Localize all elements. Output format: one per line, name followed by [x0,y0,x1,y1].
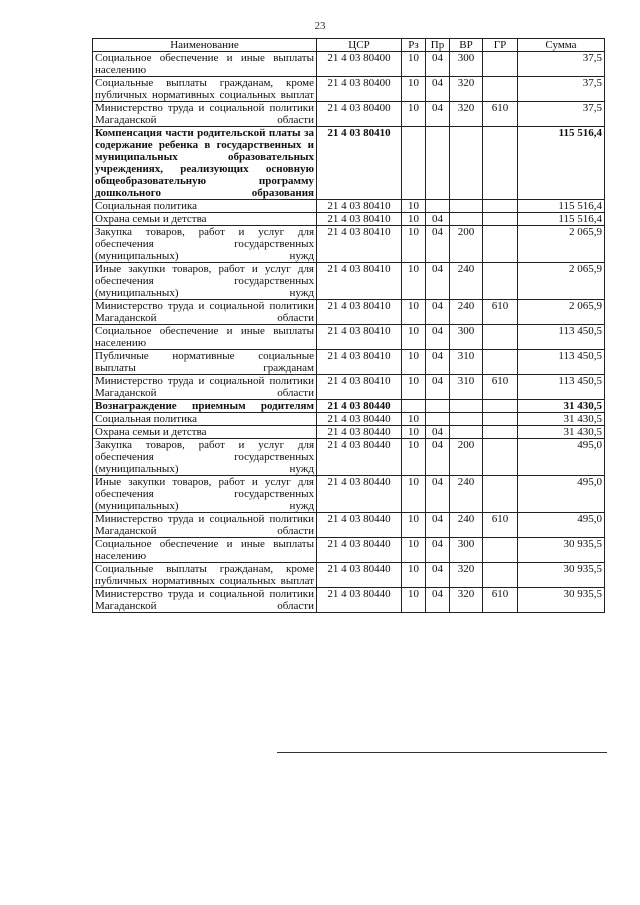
row-sum: 495,0 [518,439,605,476]
row-sum: 115 516,4 [518,213,605,226]
row-rz: 10 [402,413,426,426]
row-csr: 21 4 03 80410 [317,350,402,375]
row-pr: 04 [426,513,450,538]
table-row [93,102,605,127]
row-sum: 30 935,5 [518,588,605,613]
row-sum: 37,5 [518,77,605,102]
row-csr: 21 4 03 80440 [317,426,402,439]
row-vr [450,400,483,413]
table-row [93,350,605,375]
row-gr: 610 [483,375,518,400]
row-vr [450,426,483,439]
header-name: Наименование [93,39,317,52]
row-pr: 04 [426,538,450,563]
table-row [93,52,605,77]
row-rz: 10 [402,538,426,563]
row-vr: 240 [450,476,483,513]
row-pr: 04 [426,563,450,588]
row-csr: 21 4 03 80410 [317,226,402,263]
row-csr: 21 4 03 80440 [317,413,402,426]
row-rz: 10 [402,476,426,513]
row-pr: 04 [426,52,450,77]
row-csr: 21 4 03 80410 [317,375,402,400]
row-sum: 2 065,9 [518,263,605,300]
row-vr: 320 [450,563,483,588]
row-pr [426,200,450,213]
row-pr: 04 [426,77,450,102]
row-rz [402,400,426,413]
table-row [93,127,605,200]
row-vr [450,127,483,200]
row-sum: 30 935,5 [518,563,605,588]
row-gr [483,77,518,102]
table-row [93,476,605,513]
header-vr: ВР [450,39,483,52]
row-gr [483,350,518,375]
row-pr: 04 [426,213,450,226]
row-gr [483,200,518,213]
header-sum: Сумма [518,39,605,52]
row-name: Социальное обеспечение и иные выплаты населению [93,52,317,77]
table-row [93,226,605,263]
row-pr: 04 [426,426,450,439]
row-rz: 10 [402,439,426,476]
row-csr: 21 4 03 80400 [317,52,402,77]
row-csr: 21 4 03 80400 [317,102,402,127]
row-sum: 2 065,9 [518,226,605,263]
row-csr: 21 4 03 80440 [317,513,402,538]
row-rz: 10 [402,426,426,439]
row-csr: 21 4 03 80440 [317,439,402,476]
row-gr [483,213,518,226]
row-name: Компенсация части родительской платы за содержание ребенка в государственных и муниципальных образовательных учреждениях, реализующих основную общеобразовательную программу дошкольного образования [93,127,317,200]
row-csr: 21 4 03 80410 [317,127,402,200]
row-rz: 10 [402,200,426,213]
row-gr [483,226,518,263]
header-pr: Пр [426,39,450,52]
row-gr: 610 [483,102,518,127]
row-vr: 300 [450,538,483,563]
row-gr [483,127,518,200]
table-row [93,563,605,588]
row-name: Закупка товаров, работ и услуг для обеспечения государственных (муниципальных) нужд [93,439,317,476]
row-sum: 115 516,4 [518,200,605,213]
row-gr [483,413,518,426]
header-gr: ГР [483,39,518,52]
table-row [93,400,605,413]
row-csr: 21 4 03 80440 [317,400,402,413]
table-row [93,413,605,426]
row-sum: 31 430,5 [518,400,605,413]
row-rz: 10 [402,263,426,300]
row-rz: 10 [402,563,426,588]
table-row [93,300,605,325]
row-csr: 21 4 03 80440 [317,538,402,563]
row-vr [450,213,483,226]
row-gr [483,400,518,413]
row-pr: 04 [426,102,450,127]
row-rz: 10 [402,226,426,263]
row-vr: 320 [450,77,483,102]
row-vr: 240 [450,513,483,538]
row-vr: 310 [450,350,483,375]
row-vr [450,413,483,426]
row-rz: 10 [402,588,426,613]
row-rz: 10 [402,513,426,538]
table-header-row [93,39,605,52]
row-vr: 240 [450,263,483,300]
row-name: Социальная политика [93,413,317,426]
row-gr [483,263,518,300]
table-row [93,213,605,226]
row-pr: 04 [426,350,450,375]
row-csr: 21 4 03 80410 [317,213,402,226]
row-name: Социальные выплаты гражданам, кроме публичных нормативных социальных выплат [93,563,317,588]
row-pr: 04 [426,263,450,300]
page-number: 23 [314,20,326,32]
row-sum: 113 450,5 [518,325,605,350]
row-name: Министерство труда и социальной политики Магаданской области [93,300,317,325]
row-name: Социальная политика [93,200,317,213]
row-name: Социальные выплаты гражданам, кроме публичных нормативных социальных выплат [93,77,317,102]
row-gr: 610 [483,588,518,613]
table-row [93,200,605,213]
row-sum: 31 430,5 [518,413,605,426]
budget-table [92,38,605,613]
row-vr: 300 [450,325,483,350]
row-rz: 10 [402,213,426,226]
row-pr: 04 [426,300,450,325]
row-gr [483,52,518,77]
row-vr: 200 [450,226,483,263]
row-sum: 37,5 [518,102,605,127]
row-name: Министерство труда и социальной политики Магаданской области [93,588,317,613]
row-csr: 21 4 03 80410 [317,325,402,350]
row-csr: 21 4 03 80440 [317,588,402,613]
table-row [93,513,605,538]
row-rz: 10 [402,300,426,325]
row-sum: 113 450,5 [518,350,605,375]
row-gr: 610 [483,513,518,538]
footer-rule [277,752,607,753]
row-csr: 21 4 03 80440 [317,476,402,513]
row-sum: 495,0 [518,476,605,513]
header-rz: Рз [402,39,426,52]
row-gr [483,476,518,513]
row-pr: 04 [426,226,450,263]
table-row [93,375,605,400]
row-pr: 04 [426,325,450,350]
row-rz [402,127,426,200]
row-name: Иные закупки товаров, работ и услуг для обеспечения государственных (муниципальных) нужд [93,476,317,513]
row-sum: 115 516,4 [518,127,605,200]
row-rz: 10 [402,77,426,102]
row-rz: 10 [402,52,426,77]
row-pr: 04 [426,476,450,513]
row-name: Иные закупки товаров, работ и услуг для обеспечения государственных (муниципальных) нужд [93,263,317,300]
row-name: Охрана семьи и детства [93,213,317,226]
row-sum: 113 450,5 [518,375,605,400]
row-sum: 2 065,9 [518,300,605,325]
row-pr: 04 [426,375,450,400]
row-gr [483,563,518,588]
row-pr: 04 [426,588,450,613]
table-row [93,439,605,476]
row-name: Закупка товаров, работ и услуг для обеспечения государственных (муниципальных) нужд [93,226,317,263]
row-vr: 240 [450,300,483,325]
row-pr: 04 [426,439,450,476]
table-row [93,538,605,563]
row-name: Публичные нормативные социальные выплаты гражданам [93,350,317,375]
row-vr: 200 [450,439,483,476]
table-row [93,588,605,613]
row-pr [426,413,450,426]
row-name: Социальное обеспечение и иные выплаты населению [93,325,317,350]
table-row [93,325,605,350]
row-rz: 10 [402,350,426,375]
row-gr [483,426,518,439]
row-sum: 37,5 [518,52,605,77]
row-name: Министерство труда и социальной политики Магаданской области [93,513,317,538]
row-vr: 300 [450,52,483,77]
table-row [93,426,605,439]
table-row [93,77,605,102]
row-vr: 320 [450,588,483,613]
row-rz: 10 [402,375,426,400]
row-gr [483,325,518,350]
row-name: Охрана семьи и детства [93,426,317,439]
row-sum: 31 430,5 [518,426,605,439]
row-gr [483,538,518,563]
row-gr: 610 [483,300,518,325]
row-sum: 495,0 [518,513,605,538]
row-csr: 21 4 03 80410 [317,300,402,325]
row-vr [450,200,483,213]
row-sum: 30 935,5 [518,538,605,563]
row-name: Министерство труда и социальной политики Магаданской области [93,375,317,400]
row-gr [483,439,518,476]
row-name: Социальное обеспечение и иные выплаты населению [93,538,317,563]
header-csr: ЦСР [317,39,402,52]
row-csr: 21 4 03 80400 [317,77,402,102]
row-csr: 21 4 03 80410 [317,200,402,213]
row-vr: 310 [450,375,483,400]
row-name: Министерство труда и социальной политики Магаданской области [93,102,317,127]
table-row [93,263,605,300]
row-vr: 320 [450,102,483,127]
row-csr: 21 4 03 80440 [317,563,402,588]
row-csr: 21 4 03 80410 [317,263,402,300]
row-pr [426,127,450,200]
row-rz: 10 [402,102,426,127]
row-pr [426,400,450,413]
row-rz: 10 [402,325,426,350]
row-name: Вознаграждение приемным родителям [93,400,317,413]
